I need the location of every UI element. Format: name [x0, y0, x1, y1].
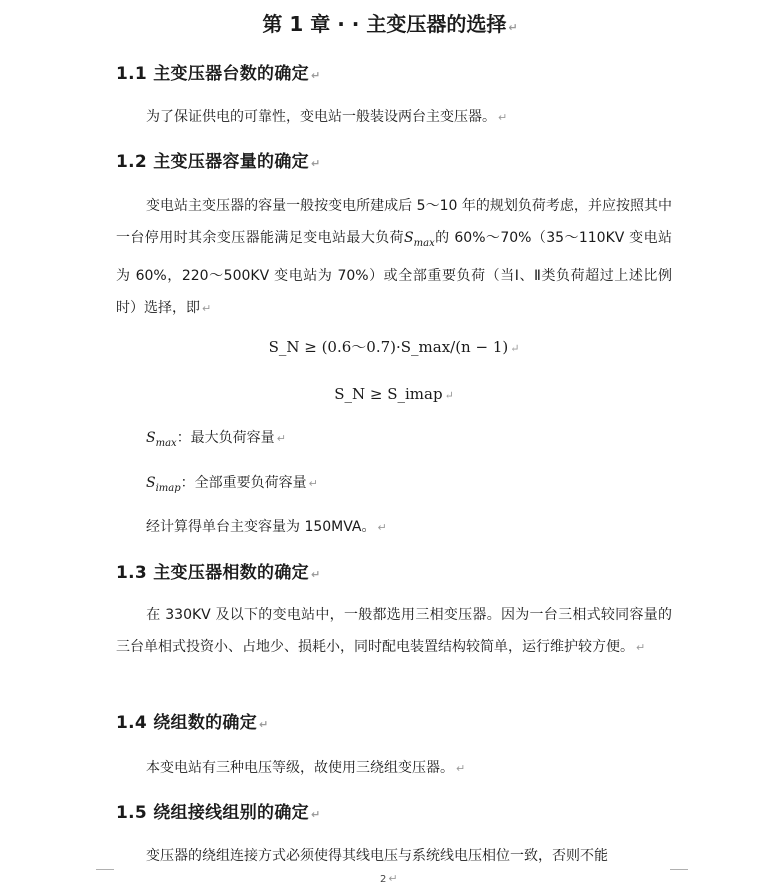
chapter-title: 第 1 章 · · 主变压器的选择 ↵	[262, 12, 518, 36]
paragraph-1-5: 变压器的绕组连接方式必须使得其线电压与系统线电压相位一致，否则不能	[146, 848, 608, 864]
paragraph-1-3: 在 330KV 及以下的变电站中，一般都选用三相变压器。因为一台三相式较同容量的三台单相式投资小、占地少、损耗小，同时配电装置结构较简单，运行维护较方便。 ↵	[116, 607, 672, 655]
paragraph-1-1: 为了保证供电的可靠性，变电站一般装设两台主变压器。 ↵	[146, 109, 508, 125]
symbol-s-max: $S_{max}$	[404, 230, 435, 249]
heading-1-3: 1.3 主变压器相数的确定 ↵	[116, 563, 321, 583]
equation-1: S_N ≥ (0.6～0.7)·S_max/(n − 1) ↵	[268, 338, 520, 356]
heading-1-4: 1.4 绕组数的确定 ↵	[116, 713, 269, 733]
page-number: 2 ↵	[380, 872, 398, 885]
paragraph-1-4: 本变电站有三种电压等级，故使用三绕组变压器。 ↵	[146, 760, 466, 776]
margin-corner-right	[670, 869, 688, 880]
equation-2: S_N ≥ S_imap ↵	[334, 385, 454, 403]
definition-s-max: $S_{max}$：最大负荷容量 ↵	[146, 430, 286, 449]
paragraph-1-2: 变电站主变压器的容量一般按变电所建成后 5～10 年的规划负荷考虑，并应按照其中一台停用时其余变压器能满足变电站最大负荷$S_{max}$的 60%～70%（35～110KV 变电站为 60%，220～500KV 变电站为 70%）或全部重要负荷（当Ⅰ、Ⅱ类负荷超过上述比例时）选择，即 ↵	[116, 198, 672, 316]
heading-1-5: 1.5 绕组接线组别的确定 ↵	[116, 803, 321, 823]
margin-corner-left	[96, 869, 114, 880]
heading-1-2: 1.2 主变压器容量的确定 ↵	[116, 152, 321, 172]
paragraph-capacity-result: 经计算得单台主变容量为 150MVA。 ↵	[146, 519, 387, 535]
definition-s-imap: $S_{imap}$：全部重要负荷容量 ↵	[146, 475, 318, 494]
heading-1-1: 1.1 主变压器台数的确定 ↵	[116, 64, 321, 84]
